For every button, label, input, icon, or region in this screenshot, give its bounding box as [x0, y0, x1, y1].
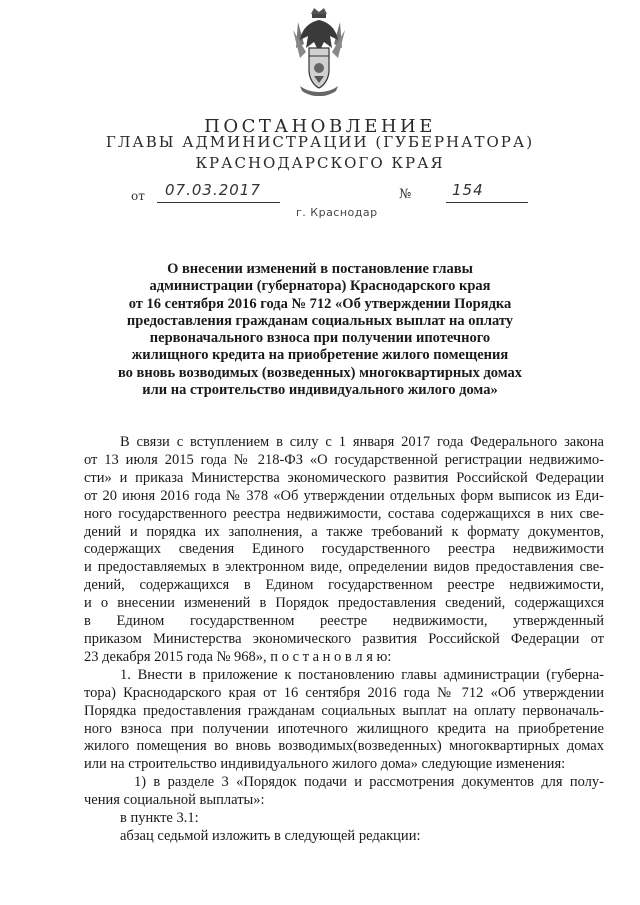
title-line: или на строительство индивидуального жилого дома» [142, 382, 498, 399]
body-line: тора) Краснодарского края от 16 сентября 2016 года № 712 «Об утверждении [84, 684, 604, 701]
title-line: первоначального взноса при получении ипотечного [149, 330, 491, 347]
body-line: приказом Министерства экономического развития Российской Федерации от [84, 630, 604, 647]
body-line: сти» и приказа Министерства экономического развития Российской Федерации [84, 469, 604, 486]
issuer-heading-line1: ГЛАВЫ АДМИНИСТРАЦИИ (ГУБЕРНАТОРА) [105, 133, 535, 151]
number-label: № [399, 187, 412, 202]
body-line: В связи с вступлением в силу с 1 января 2017 года Федерального закона [120, 434, 604, 450]
body-line: или на строительство индивидуального жилого дома» следующие изменения: [84, 756, 566, 773]
date-label: от [131, 189, 145, 203]
body-line: ного взноса при получении ипотечного жилищного кредита на приобретение [84, 720, 604, 737]
date-underline [157, 202, 280, 203]
body-line: в пункте 3.1: [120, 810, 199, 827]
krasnodar-coat-of-arms-icon [290, 8, 348, 96]
body-line: ного государственного реестра недвижимости, состава содержащихся в них све- [84, 505, 604, 522]
issue-city: г. Краснодар [296, 206, 378, 219]
body-line: 23 декабря 2015 года № 968», п о с т а н о в л я ю: [84, 648, 392, 665]
body-line: от 20 июня 2016 года № 378 «Об утверждении отдельных форм выписок из Еди- [84, 487, 604, 504]
body-line: в Едином государственном реестре недвижимости, утвержденный [84, 613, 604, 630]
body-line: абзац седьмой изложить в следующей редакции: [120, 827, 421, 844]
title-line: от 16 сентября 2016 года № 712 «Об утверждении Порядка [128, 295, 512, 312]
document-body [84, 434, 604, 846]
title-line: жилищного кредита на приобретение жилого помещения [131, 347, 509, 364]
document-number: 154 [452, 181, 484, 199]
issuer-heading-line2: КРАСНОДАРСКОГО КРАЯ [195, 154, 445, 172]
body-line: содержащих сведения Единого государственного реестра недвижимости [84, 541, 604, 558]
body-line: 1) в разделе 3 «Порядок подачи и рассмотрения документов для полу- [134, 774, 604, 791]
body-line: дений, содержащихся в Едином государственном реестре недвижимости, [84, 577, 604, 594]
title-line: во вновь возводимых (возведенных) многоквартирных домах [117, 364, 523, 381]
body-line: и о внесении изменений в Порядок предоставления сведений, содержащихся [84, 595, 604, 612]
title-line: администрации (губернатора) Краснодарского края [149, 278, 491, 295]
body-line: и предоставляемых в электронном виде, определении видов предоставления све- [84, 559, 604, 576]
body-line: чения социальной выплаты»: [84, 792, 265, 809]
number-underline [446, 202, 528, 203]
body-line: Порядка предоставления гражданам социальных выплат на оплату первоначаль- [84, 702, 604, 719]
document-type-heading: ПОСТАНОВЛЕНИЕ [204, 116, 436, 137]
document-date: 07.03.2017 [165, 181, 261, 199]
body-line: дений и порядка их заполнения, а также требований к формату документов, [84, 523, 604, 540]
body-line: жилого помещения во вновь возводимых(возведенных) многоквартирных домах [84, 738, 604, 755]
body-line: от 13 июля 2015 года № 218-ФЗ «О государственной регистрации недвижимо- [84, 451, 604, 468]
document-title [100, 261, 540, 399]
title-line: О внесении изменений в постановление главы [167, 261, 473, 277]
body-line: 1. Внести в приложение к постановлению главы администрации (губерна- [120, 666, 604, 683]
title-line: предоставления гражданам социальных выплат на оплату [126, 312, 514, 329]
